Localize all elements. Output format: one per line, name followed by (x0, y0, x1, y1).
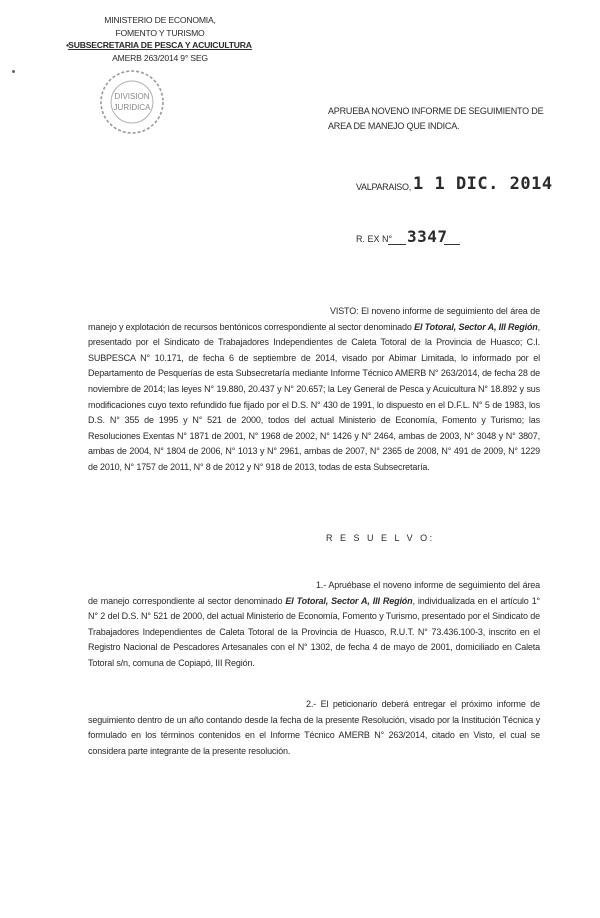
item-1-number: 1.- (316, 580, 327, 590)
margin-dot (12, 70, 15, 73)
subject-line-2: AREA DE MANEJO QUE INDICA. (328, 120, 460, 131)
item-1-text-1: Apruébase el noveno informe de seguimiento del área de manejo correspondiente al sector denominado (88, 580, 540, 606)
document-date: 1 1 DIC. 2014 (413, 174, 553, 194)
ministry-name: MINISTERIO DE ECONOMIA, (104, 15, 216, 25)
file-reference: AMERB 263/2014 9° SEG (112, 52, 208, 63)
visto-text-1: El noveno informe de seguimiento del área de manejo y explotación de recursos bentónicos correspondiente al sector denominado (88, 306, 540, 332)
resolution-item-2 (88, 697, 540, 759)
visto-text-2: , presentado por el Sindicato de Trabajadores Independientes de Caleta Totoral de la Provincia de Huasco; C.I. SUBPESCA N° 10.171, de fecha 6 de septiembre de 2014, visado por Abimar Limitada, lo informado por el Departamento de Pesquerías de esta Subsecretaría mediante Informe Técnico AMERB N° 263/2014, de fecha 28 de noviembre de 2014; las leyes N° 19.880, 20.437 y N° 20.657; la Ley General de Pesca y Acuicultura N° 18.892 y sus modificaciones cuyo texto refundido fue fijado por el D.S. N° 430 de 1991, lo dispuesto en el D.F.L. N° 5 de 1983, los D.S. N° 355 de 1995 y N° 521 de 2000, todos del actual Ministerio de Economía, Fomento y Turismo; las Resoluciones Exentas N° 1871 de 2001, N° 1968 de 2002, N° 1426 y N° 2464, ambas de 2003, N° 3048 y N° 3807, ambas de 2004, N° 1804 de 2006, N° 1013 y N° 2961, ambas de 2007, N° 2365 de 2008, N° 491 de 2009, N° 1229 de 2010, N° 1757 de 2011, N° 8 de 2012 y N° 918 de 2013, todas de esta Subsecretaría. (88, 321, 541, 472)
letterhead (60, 14, 260, 64)
document-subject (328, 104, 558, 133)
stamp-text-1: DIVISION (114, 92, 150, 101)
item-1-sector-name: El Totoral, Sector A, III Región (285, 595, 413, 606)
resolution-label: R. EX N° (356, 234, 393, 244)
subsecretaria-row (60, 39, 260, 52)
resolution-underline-end (444, 244, 460, 245)
resolution-underline (388, 244, 406, 245)
item-1-text-2: , individualizada en el artículo 1° N° 2 del D.S. N° 521 de 2000, del actual Ministerio de Economía, Fomento y Turismo, presentado por el Sindicato de Trabajadores Independientes de Caleta Totoral de la Provincia de Huasco, R.U.T. N° 73.436.100-3, inscrito en el Registro Nacional de Pescadores Artesanales con el N° 1302, de fecha 4 de mayo de 2001, domiciliado en Caleta Totoral s/n, comuna de Copiapó, III Región. (88, 595, 540, 668)
subject-line-1: APRUEBA NOVENO INFORME DE SEGUIMIENTO DE (328, 106, 544, 116)
bullet-mark: • (66, 40, 69, 51)
stamp-text-2: JURIDICA (113, 103, 151, 112)
item-2-text: El peticionario deberá entregar el próximo informe de seguimiento dentro de un año contando desde la fecha de la presente Resolución, visado por la Institución Técnica y formulado en los términos contenidos en el Informe Técnico AMERB N° 263/2014, citado en Visto, el cual se considera parte integrante de la presente resolución. (88, 699, 540, 756)
resuelvo-heading: R E S U E L V O: (326, 533, 435, 543)
subsecretaria-name: SUBSECRETARIA DE PESCA Y ACUICULTURA (68, 40, 252, 51)
visto-sector-name: El Totoral, Sector A, III Región (414, 321, 538, 332)
ministry-subtitle: FOMENTO Y TURISMO (115, 27, 205, 38)
place-label: VALPARAISO, (356, 182, 411, 192)
item-2-number: 2.- (306, 699, 317, 709)
visto-label: VISTO: (330, 306, 359, 316)
division-juridica-stamp (98, 68, 166, 136)
visto-paragraph (88, 304, 540, 476)
resolution-number: 3347 (407, 227, 448, 246)
resolution-item-1 (88, 578, 540, 672)
